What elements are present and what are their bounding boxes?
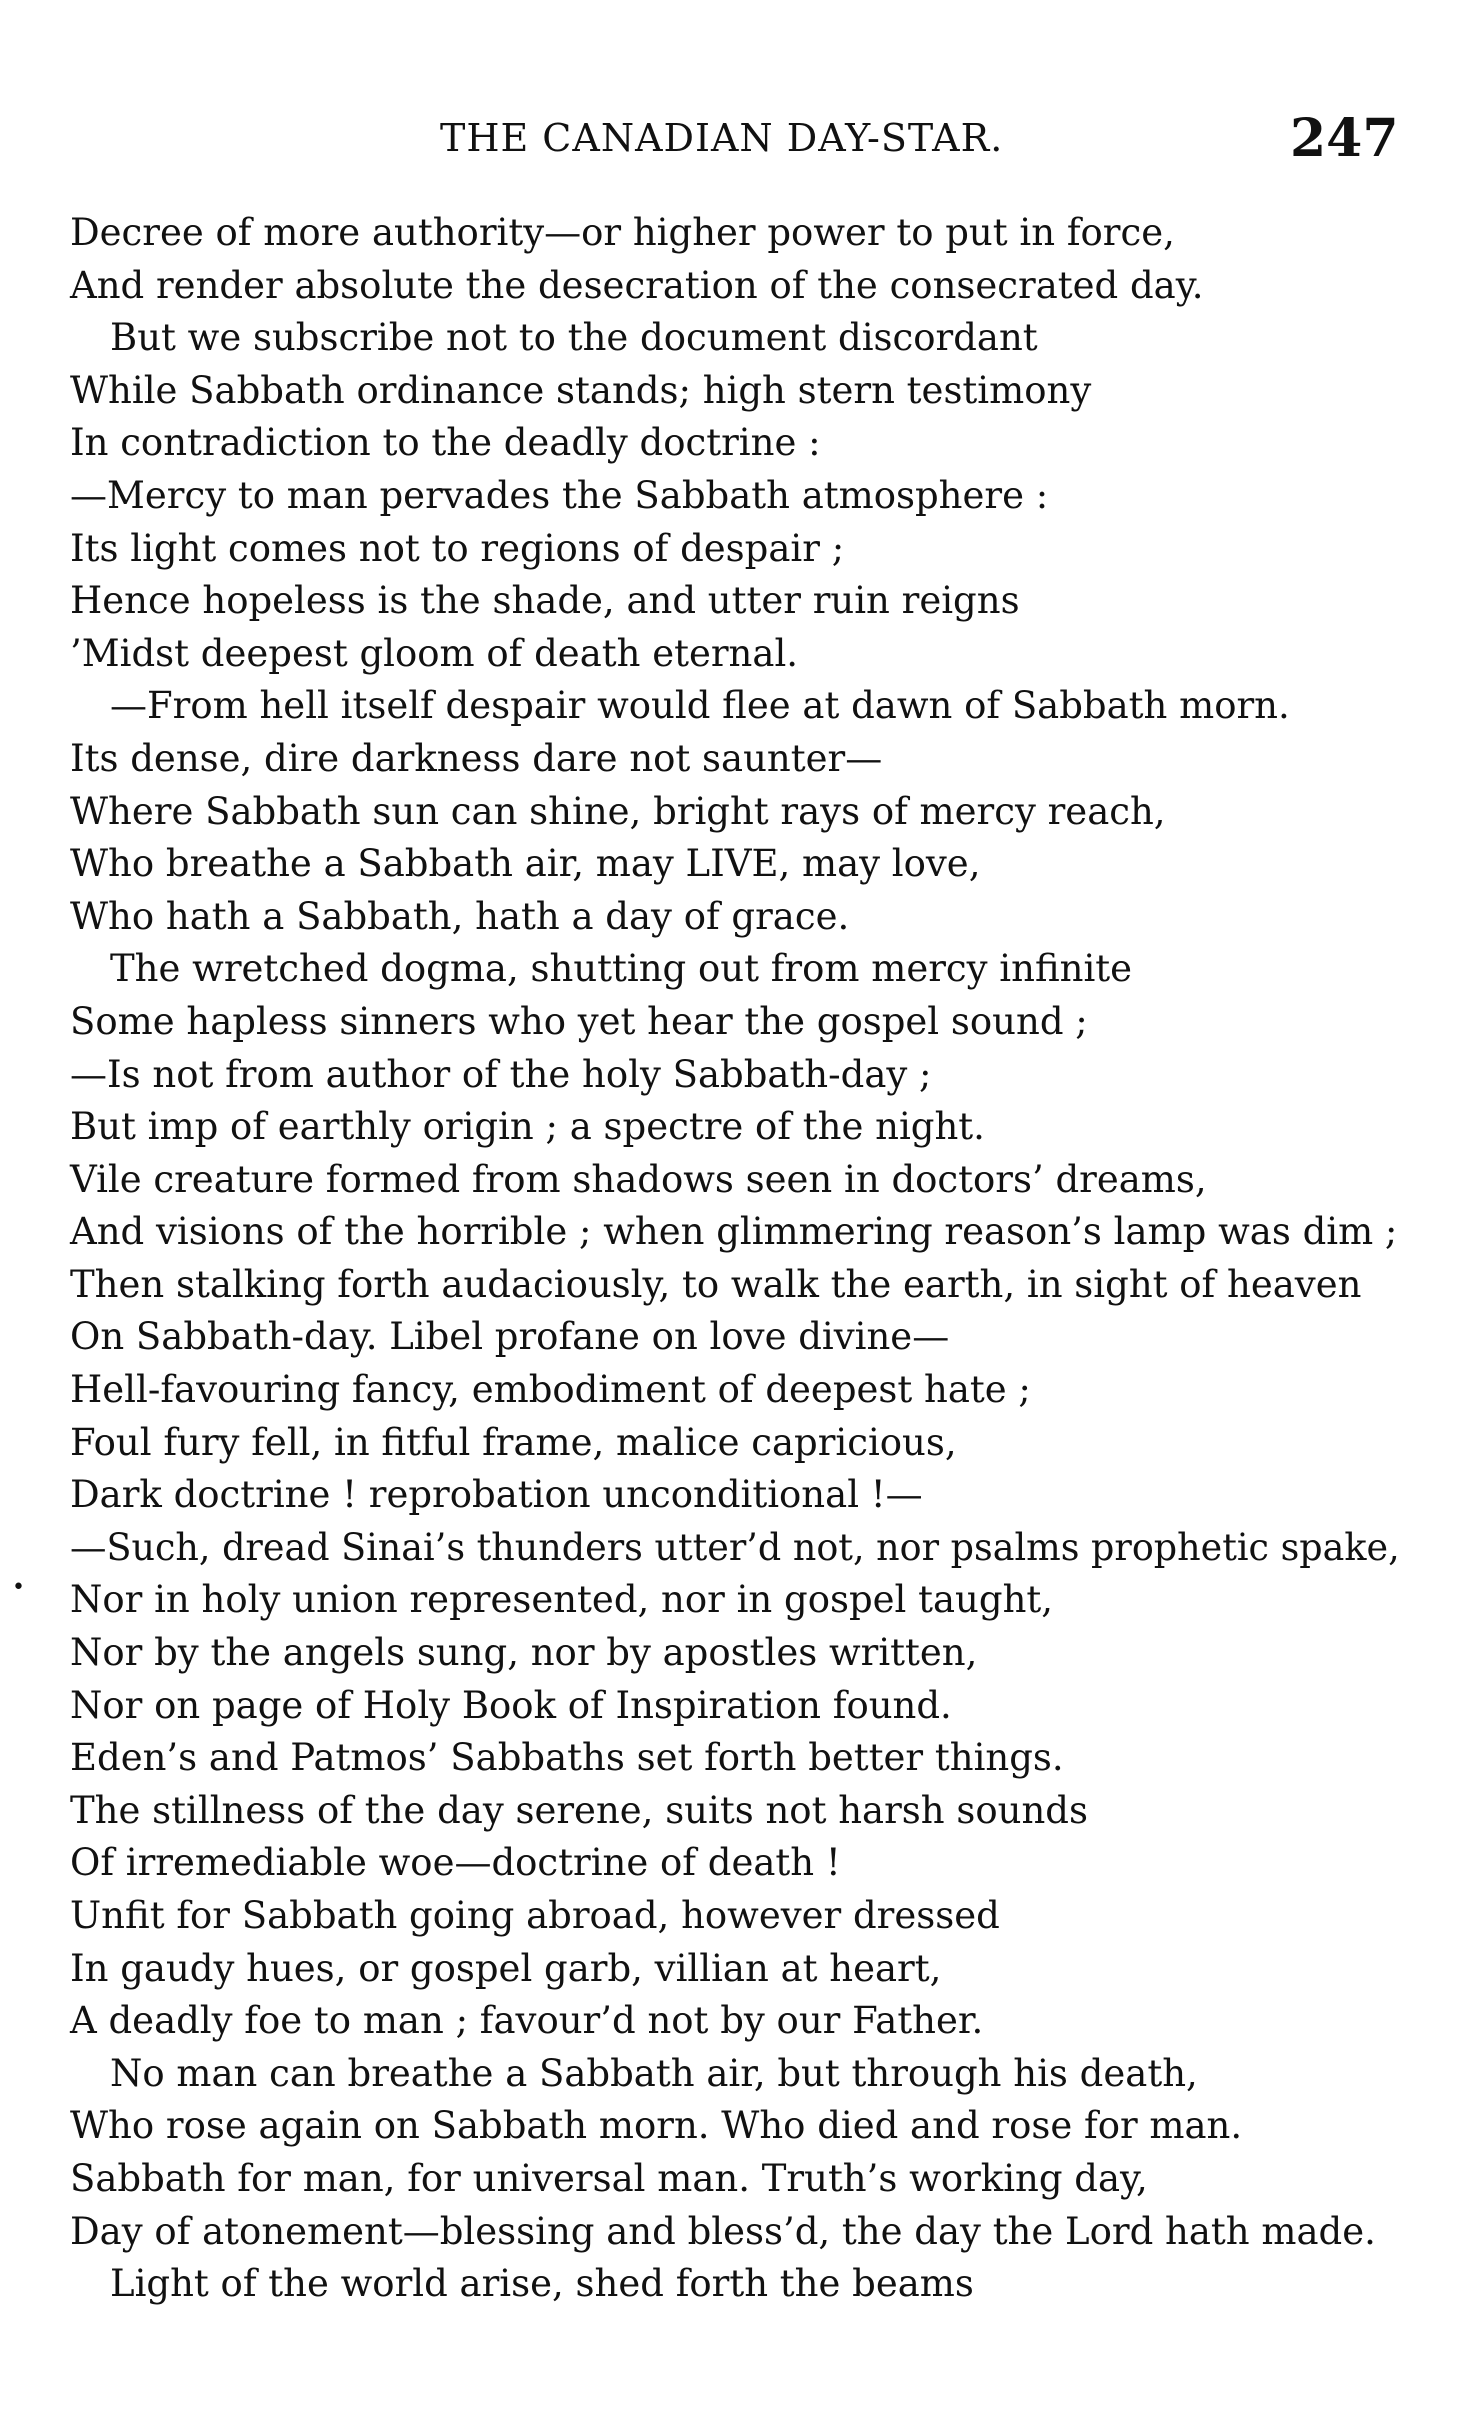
poem-line: Nor by the angels sung, nor by apostles written, xyxy=(70,1631,978,1675)
poem-line: Foul fury fell, in fitful frame, malice capricious, xyxy=(70,1420,957,1464)
poem-line: Its dense, dire darkness dare not saunter— xyxy=(70,736,883,780)
running-title: THE CANADIAN DAY-STAR. xyxy=(440,116,1004,160)
poem-line: Where Sabbath sun can shine, bright rays of mercy reach, xyxy=(70,789,1166,833)
poem-line: Nor in holy union represented, nor in gospel taught, xyxy=(70,1578,1054,1622)
poem-line: Vile creature formed from shadows seen in doctors’ dreams, xyxy=(70,1157,1207,1201)
poem-line: But we subscribe not to the document discordant xyxy=(110,316,1038,360)
poem-line: Sabbath for man, for universal man. Truth’s working day, xyxy=(70,2156,1148,2200)
poem-line: Hell-favouring fancy, embodiment of deepest hate ; xyxy=(70,1368,1031,1412)
page-number: 247 xyxy=(1290,108,1399,169)
poem-line: But imp of earthly origin ; a spectre of the night. xyxy=(70,1105,985,1149)
poem-line: Hence hopeless is the shade, and utter ruin reigns xyxy=(70,579,1020,623)
poem-line: No man can breathe a Sabbath air, but through his death, xyxy=(110,2051,1198,2095)
poem-line: Who hath a Sabbath, hath a day of grace. xyxy=(70,894,850,938)
poem-line: Who breathe a Sabbath air, may LIVE, may love, xyxy=(70,842,981,886)
poem-line: —Is not from author of the holy Sabbath-day ; xyxy=(70,1052,932,1096)
margin-dot-mark: • xyxy=(12,1575,25,1600)
poem-line: Dark doctrine ! reprobation unconditional !— xyxy=(70,1473,923,1517)
poem-line: In contradiction to the deadly doctrine : xyxy=(70,421,821,465)
poem-line: And visions of the horrible ; when glimmering reason’s lamp was dim ; xyxy=(70,1210,1398,1254)
poem-line: Of irremediable woe—doctrine of death ! xyxy=(70,1841,841,1885)
running-head xyxy=(0,108,1463,168)
poem-line: Its light comes not to regions of despair ; xyxy=(70,526,845,570)
poem-line: —Mercy to man pervades the Sabbath atmosphere : xyxy=(70,473,1049,517)
poem-line: In gaudy hues, or gospel garb, villian at heart, xyxy=(70,1946,942,1990)
poem-line: Some hapless sinners who yet hear the gospel sound ; xyxy=(70,999,1088,1043)
poem-line: ’Midst deepest gloom of death eternal. xyxy=(70,631,799,675)
poem-line: On Sabbath-day. Libel profane on love divine— xyxy=(70,1315,950,1359)
poem-line: The stillness of the day serene, suits not harsh sounds xyxy=(70,1788,1088,1832)
poem-line: Eden’s and Patmos’ Sabbaths set forth better things. xyxy=(70,1736,1064,1780)
poem-line: A deadly foe to man ; favour’d not by our Father. xyxy=(70,1999,984,2043)
poem-body xyxy=(70,207,1400,2311)
poem-line: The wretched dogma, shutting out from mercy infinite xyxy=(110,947,1133,991)
poem-line: And render absolute the desecration of the consecrated day. xyxy=(70,263,1204,307)
poem-line: Nor on page of Holy Book of Inspiration found. xyxy=(70,1683,952,1727)
poem-line: Who rose again on Sabbath morn. Who died and rose for man. xyxy=(70,2104,1243,2148)
poem-line: Light of the world arise, shed forth the beams xyxy=(110,2262,974,2306)
poem-line: Decree of more authority—or higher power to put in force, xyxy=(70,211,1175,254)
poem-line: While Sabbath ordinance stands; high stern testimony xyxy=(70,368,1092,412)
poem-line: Then stalking forth audaciously, to walk the earth, in sight of heaven xyxy=(70,1262,1362,1306)
poem-line: Unfit for Sabbath going abroad, however dressed xyxy=(70,1894,1000,1937)
poem-line: —From hell itself despair would flee at dawn of Sabbath morn. xyxy=(110,684,1290,728)
poem-line: —Such, dread Sinai’s thunders utter’d not, nor psalms prophetic spake, xyxy=(70,1525,1400,1569)
poem-line: Day of atonement—blessing and bless’d, the day the Lord hath made. xyxy=(70,2209,1376,2253)
